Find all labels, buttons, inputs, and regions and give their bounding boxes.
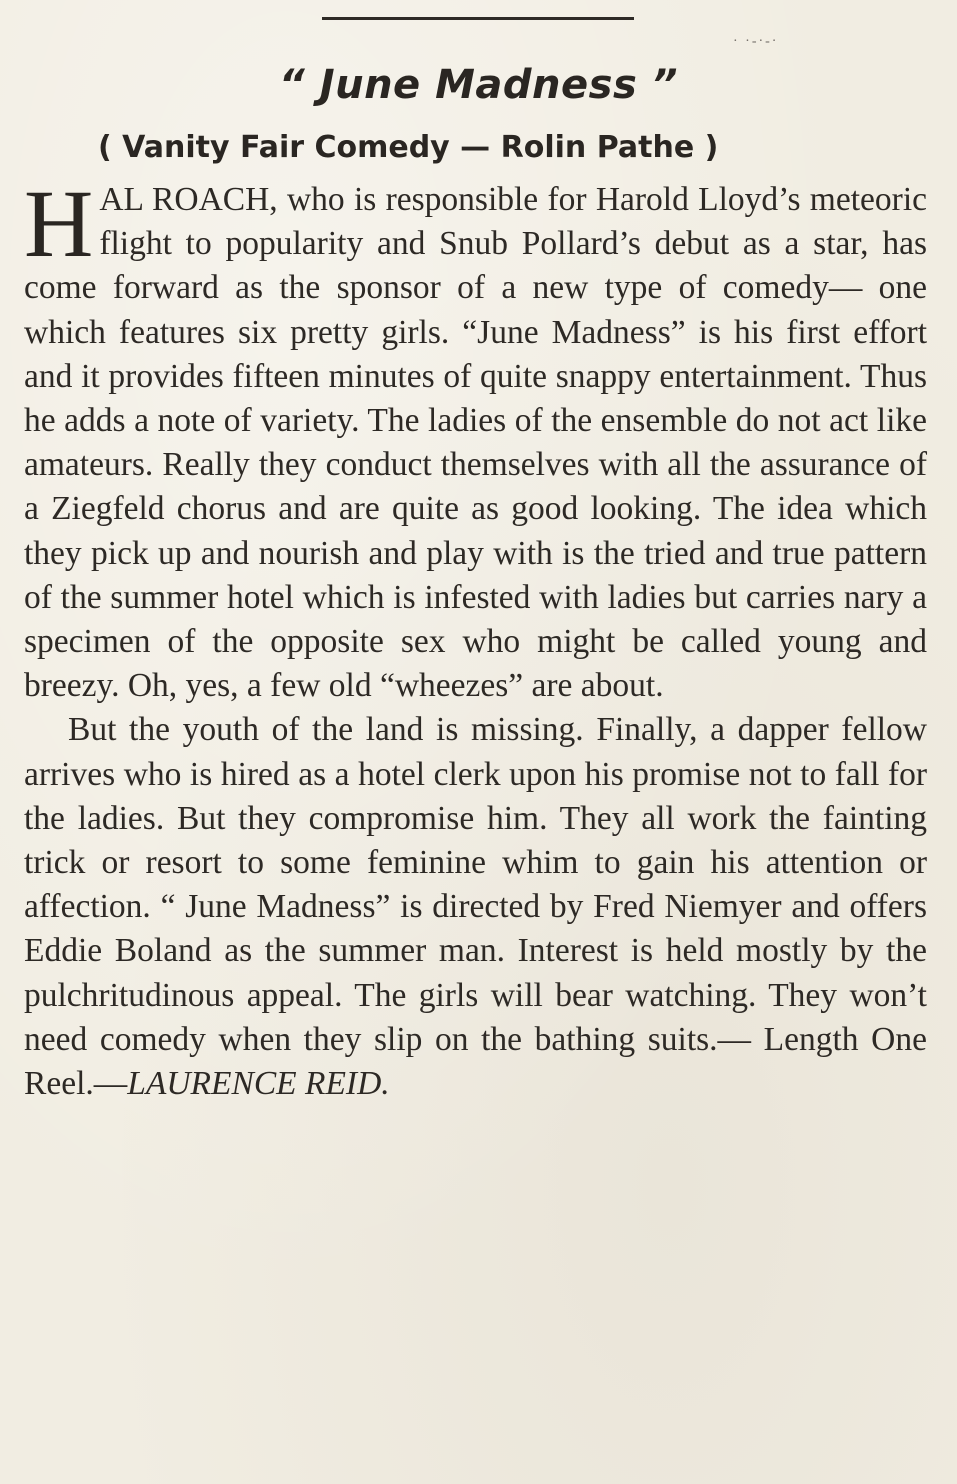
paragraph-1 — [24, 170, 927, 708]
paragraph-2-text: But the youth of the land is missing. Finally, a dapper fellow arrives who is hired as a hotel clerk upon his promise not to fall for the ladies. But they compromise him. They all work the fainting trick or resort to some feminine whim to gain his attention or affection. “ June Madness” is directed by Fred Niemyer and offers Eddie Boland as the summer man. Interest is held mostly by the pulchritudinous appeal. The girls will bear watching. They won’t need comedy when they slip on the bathing suits.— Length One Reel.— — [24, 711, 927, 1103]
top-rule-divider — [322, 17, 634, 20]
drop-cap: H — [24, 170, 94, 277]
print-specks: · ·-·-· — [733, 34, 779, 49]
byline: LAURENCE REID. — [127, 1065, 390, 1103]
paragraph-2 — [24, 708, 927, 1106]
review-subtitle: ( Vanity Fair Comedy — Rolin Pathe ) — [98, 130, 719, 165]
review-title: “ June Madness ” — [279, 62, 678, 108]
paragraph-1-text: AL ROACH, who is responsible for Harold Lloyd’s meteoric flight to popularity and Snub Pollard’s debut as a star, has come forward as the sponsor of a new type of comedy— one which features six pretty girls. “June Madness” is his first effort and it provides fifteen minutes of quite snappy entertainment. Thus he adds a note of variety. The ladies of the ensemble do not act like amateurs. Really they conduct themselves with all the assurance of a Ziegfeld chorus and are quite as good looking. The idea which they pick up and nourish and play with is the tried and true pattern of the summer hotel which is infested with ladies but carries nary a specimen of the opposite sex who might be called young and breezy. Oh, yes, a few old “wheezes” are about. — [24, 181, 927, 705]
review-body — [24, 170, 927, 1106]
